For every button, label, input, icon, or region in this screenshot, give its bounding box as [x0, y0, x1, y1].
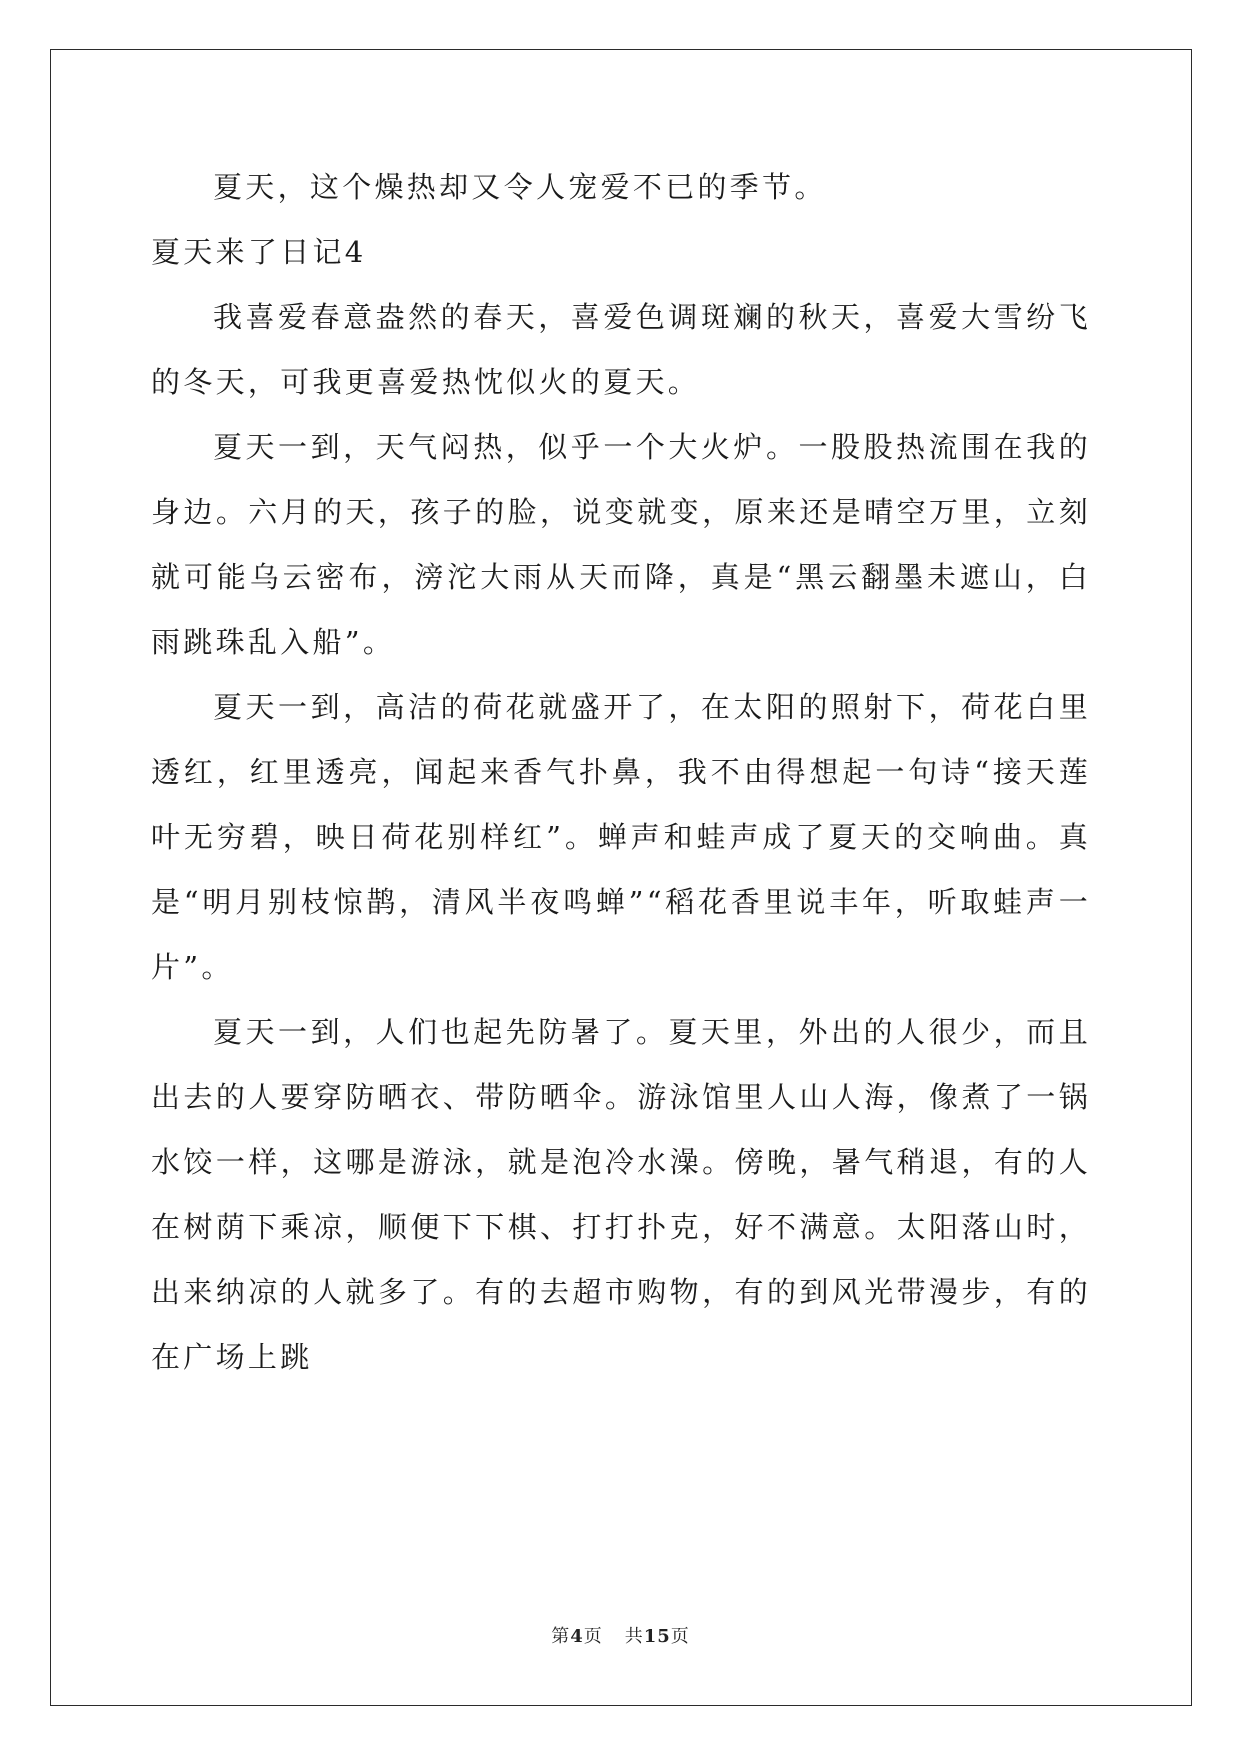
total-prefix: 共 [624, 1626, 644, 1647]
paragraph-heat-prevention: 夏天一到，人们也起先防暑了。夏天里，外出的人很少，而且出去的人要穿防晒衣、带防晒伞。游泳馆里人山人海，像煮了一锅水饺一样，这哪是游泳，就是泡冷水澡。傍晚，暑气稍退，有的人在树荫下乘凉，顺便下下棋、打打扑克，好不满意。太阳落山时，出来纳凉的人就多了。有的去超市购物，有的到风光带漫步，有的在广场上跳 [151, 1015, 1091, 1374]
total-pages: 15 [643, 1626, 671, 1647]
total-suffix: 页 [670, 1626, 690, 1647]
page-prefix: 第 [551, 1626, 571, 1647]
page-number: 4 [570, 1626, 584, 1647]
paragraph-lotus: 夏天一到，高洁的荷花就盛开了，在太阳的照射下，荷花白里透红，红里透亮，闻起来香气扑鼻，我不由得想起一句诗“接天莲叶无穷碧，映日荷花别样红”。蝉声和蛙声成了夏天的交响曲。真是“明月别枝惊鹊，清风半夜鸣蝉”“稻花香里说丰年，听取蛙声一片”。 [151, 690, 1091, 984]
paragraph-intro-ending: 夏天，这个燥热却又令人宠爱不已的季节。 [213, 170, 827, 204]
document-body [151, 155, 1091, 1390]
page-footer [0, 1622, 1241, 1648]
paragraph-seasons: 我喜爱春意盎然的春天，喜爱色调斑斓的秋天，喜爱大雪纷飞的冬天，可我更喜爱热忱似火的夏天。 [151, 300, 1091, 399]
section-heading: 夏天来了日记4 [151, 235, 367, 269]
page-suffix: 页 [583, 1626, 603, 1647]
paragraph-weather: 夏天一到，天气闷热，似乎一个大火炉。一股股热流围在我的身边。六月的天，孩子的脸，说变就变，原来还是晴空万里，立刻就可能乌云密布，滂沱大雨从天而降，真是“黑云翻墨未遮山，白雨跳珠乱入船”。 [151, 430, 1091, 659]
